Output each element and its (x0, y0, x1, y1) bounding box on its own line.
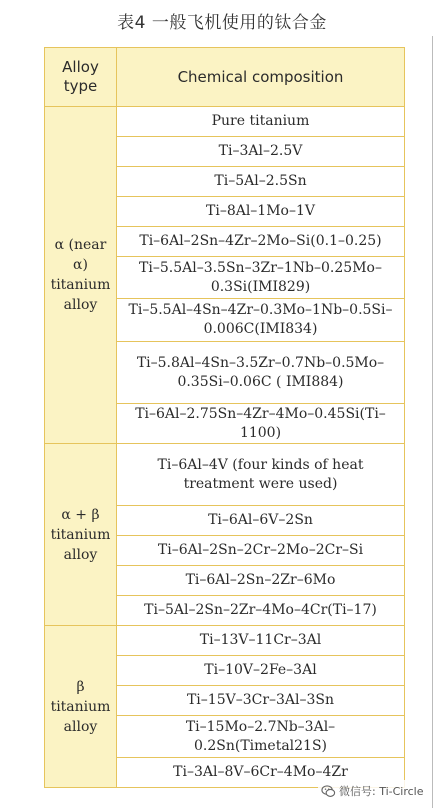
header-chemical-composition: Chemical composition (117, 48, 405, 107)
composition-cell: Ti–6Al–2Sn–2Cr–2Mo–2Cr–Si (117, 536, 405, 566)
composition-cell: Ti–8Al–1Mo–1V (117, 197, 405, 227)
header-alloy-type: Alloy type (45, 48, 117, 107)
composition-cell: Ti–3Al–2.5V (117, 137, 405, 167)
composition-cell: Ti–6Al–2Sn–2Zr–6Mo (117, 566, 405, 596)
composition-cell: Ti–13V–11Cr–3Al (117, 626, 405, 656)
alloy-type-beta: β titanium alloy (45, 626, 117, 788)
wechat-icon (321, 784, 336, 799)
composition-cell: Ti–10V–2Fe–3Al (117, 656, 405, 686)
table-row (45, 444, 405, 506)
watermark-badge (318, 780, 427, 802)
composition-cell: Pure titanium (117, 107, 405, 137)
composition-cell: Ti–3Al–8V–6Cr–4Mo–4Zr (117, 758, 405, 788)
composition-cell: Ti–5.5Al–4Sn–4Zr–0.3Mo–1Nb–0.5Si–0.006C(IMI834) (117, 299, 405, 342)
titanium-alloy-table (44, 47, 405, 788)
alloy-type-alpha-beta: α + β titanium alloy (45, 444, 117, 626)
alloy-table-container (44, 47, 404, 788)
composition-cell: Ti–15Mo–2.7Nb–3Al–0.2Sn(Timetal21S) (117, 716, 405, 758)
table-row (45, 626, 405, 656)
watermark-text: 微信号: Ti-Circle (339, 785, 424, 798)
composition-cell: Ti–5.8Al–4Sn–3.5Zr–0.7Nb–0.5Mo–0.35Si–0.06C ( IMI884) (117, 342, 405, 404)
page-edge-divider (432, 36, 433, 808)
composition-cell: Ti–15V–3Cr–3Al–3Sn (117, 686, 405, 716)
composition-cell: Ti–6Al–2.75Sn–4Zr–4Mo–0.45Si(Ti–1100) (117, 404, 405, 444)
composition-cell: Ti–5Al–2.5Sn (117, 167, 405, 197)
composition-cell: Ti–5.5Al–3.5Sn–3Zr–1Nb–0.25Mo–0.3Si(IMI829) (117, 257, 405, 299)
composition-cell: Ti–6Al–6V–2Sn (117, 506, 405, 536)
composition-cell: Ti–6Al–4V (four kinds of heat treatment were used) (117, 444, 405, 506)
alloy-type-alpha: α (near α) titanium alloy (45, 107, 117, 444)
table-header-row (45, 48, 405, 107)
composition-cell: Ti–6Al–2Sn–4Zr–2Mo–Si(0.1–0.25) (117, 227, 405, 257)
composition-cell: Ti–5Al–2Sn–2Zr–4Mo–4Cr(Ti–17) (117, 596, 405, 626)
table-row (45, 107, 405, 137)
table-caption: 表4 一般飞机使用的钛合金 (117, 13, 327, 33)
